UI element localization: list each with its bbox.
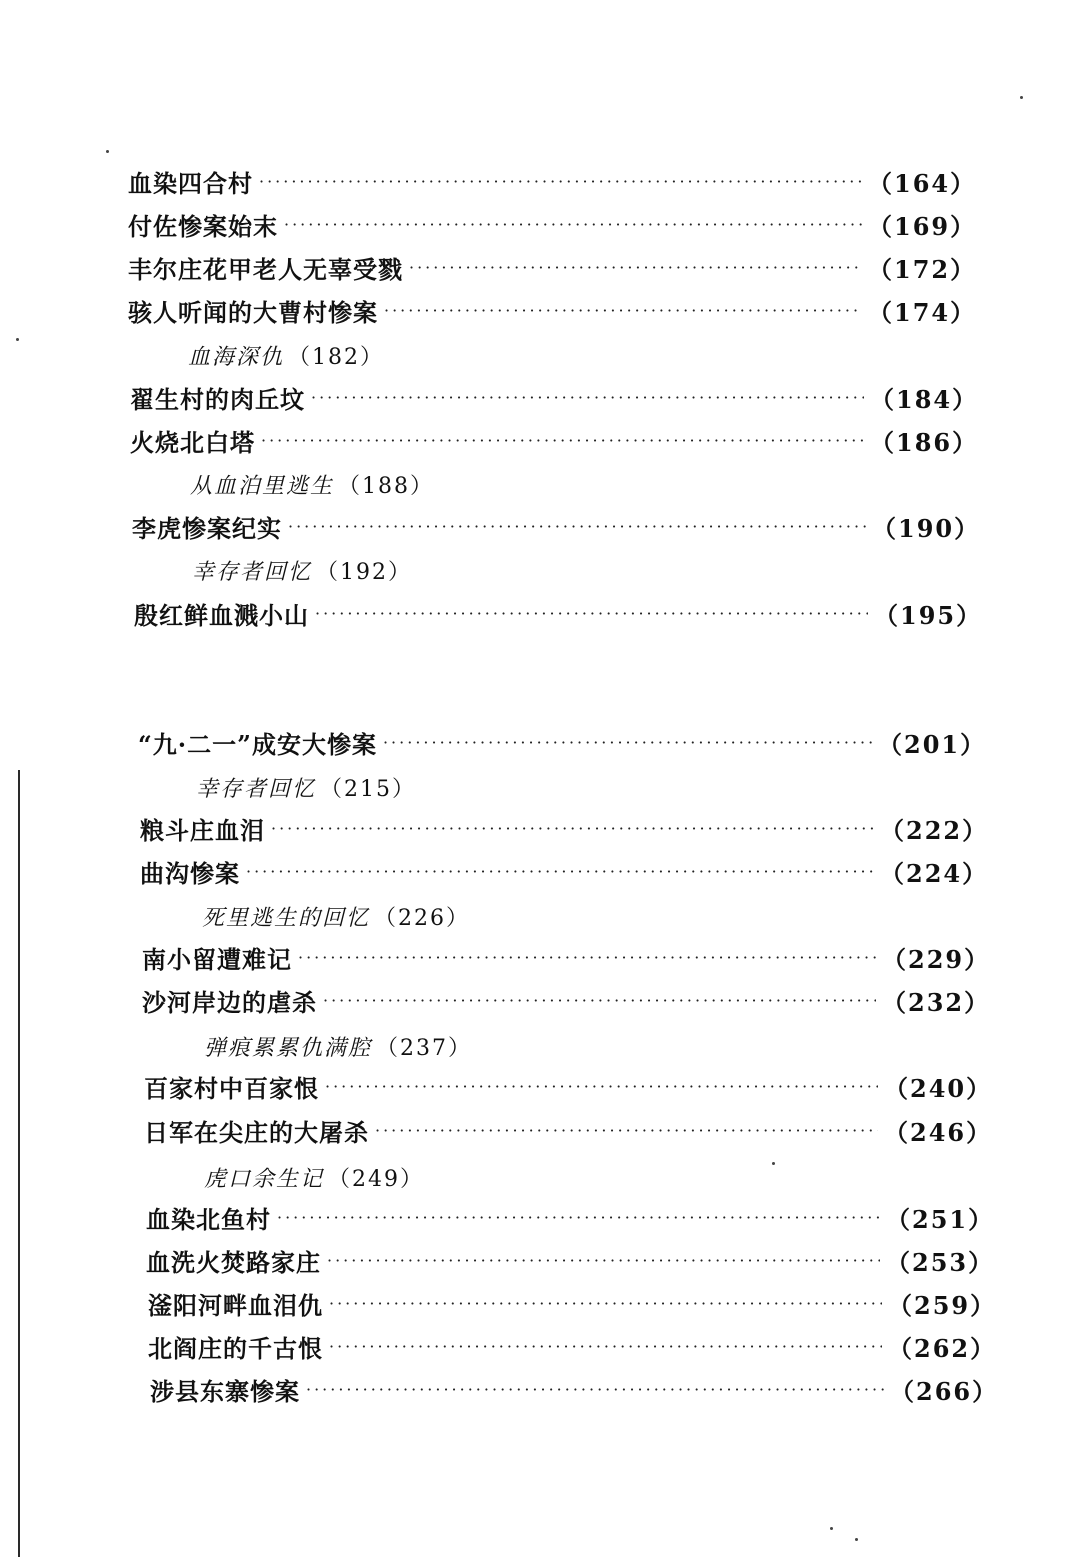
entry-title: 血染北鱼村: [146, 1204, 271, 1234]
toc-entry: [144, 1112, 993, 1148]
toc-entry: [144, 1068, 993, 1104]
subentry-page: （182）: [288, 344, 385, 370]
entry-page: （164）: [868, 168, 977, 198]
entry-title: 曲沟惨案: [140, 858, 240, 888]
dot-leader: [261, 431, 864, 450]
entry-page: （184）: [870, 384, 979, 414]
subentry-title: 幸存者回忆: [192, 559, 313, 585]
subentry-title: 幸存者回忆: [196, 776, 317, 802]
subentry-title: 从血泊里逃生: [190, 473, 335, 499]
subentry-title: 血海深仇: [188, 344, 285, 370]
entry-title: 日军在尖庄的大屠杀: [144, 1117, 369, 1147]
toc-subentry: [190, 467, 434, 501]
entry-page: （246）: [884, 1117, 993, 1147]
toc-entry: [138, 724, 987, 760]
dot-leader: [384, 301, 862, 320]
entry-page: （174）: [868, 297, 977, 327]
entry-title: 百家村中百家恨: [144, 1073, 319, 1103]
subentry-page: （215）: [320, 776, 417, 802]
entry-page: （253）: [886, 1247, 995, 1277]
entry-title: 滏阳河畔血泪仇: [148, 1290, 323, 1320]
toc-entry: [148, 1285, 997, 1321]
entry-page: （224）: [880, 858, 989, 888]
dot-leader: [288, 517, 866, 536]
dot-leader: [375, 1121, 878, 1140]
entry-page: （169）: [868, 211, 977, 241]
entry-page: （186）: [870, 427, 979, 457]
toc-subentry: [204, 1029, 472, 1063]
subentry-title: 死里逃生的回忆: [202, 905, 371, 931]
entry-page: （201）: [878, 729, 987, 759]
entry-title: 丰尔庄花甲老人无辜受戮: [128, 254, 403, 284]
toc-entry: [132, 508, 981, 544]
toc-subentry: [204, 1160, 424, 1194]
subentry-page: （188）: [338, 473, 435, 499]
entry-title: 骇人听闻的大曹村惨案: [128, 297, 378, 327]
dot-leader: [277, 1208, 880, 1227]
dot-leader: [329, 1294, 882, 1313]
dot-leader: [246, 862, 874, 881]
entry-title: “九·二一”成安大惨案: [138, 729, 377, 759]
entry-page: （232）: [882, 987, 991, 1017]
scan-speck: [772, 1162, 775, 1165]
dot-leader: [383, 733, 872, 752]
entry-title: 血洗火焚路家庄: [146, 1247, 321, 1277]
toc-entry: [130, 379, 979, 415]
dot-leader: [409, 258, 862, 277]
toc-entry: [130, 422, 979, 458]
toc-entry: [150, 1371, 999, 1407]
scan-speck: [830, 1527, 833, 1530]
subentry-title: 虎口余生记: [204, 1166, 325, 1192]
entry-page: （222）: [880, 815, 989, 845]
toc-entry: [146, 1242, 995, 1278]
dot-leader: [323, 991, 876, 1010]
entry-title: 粮斗庄血泪: [140, 815, 265, 845]
toc-entry: [142, 982, 991, 1018]
entry-title: 李虎惨案纪实: [132, 513, 282, 543]
entry-title: 火烧北白塔: [130, 427, 255, 457]
toc-entry: [128, 292, 977, 328]
dot-leader: [259, 172, 862, 191]
entry-title: 沙河岸边的虐杀: [142, 987, 317, 1017]
toc-entry: [146, 1199, 995, 1235]
entry-page: （229）: [882, 944, 991, 974]
toc-entry: [148, 1328, 997, 1364]
scan-speck: [16, 338, 19, 341]
dot-leader: [284, 215, 862, 234]
entry-page: （195）: [874, 600, 983, 630]
entry-page: （172）: [868, 254, 977, 284]
entry-page: （262）: [888, 1333, 997, 1363]
toc-entry: [142, 939, 991, 975]
scan-speck: [855, 1538, 858, 1541]
entry-page: （240）: [884, 1073, 993, 1103]
dot-leader: [315, 604, 868, 623]
entry-title: 付佐惨案始末: [128, 211, 278, 241]
toc-entry: [140, 853, 989, 889]
dot-leader: [306, 1380, 884, 1399]
entry-page: （190）: [872, 513, 981, 543]
subentry-page: （249）: [328, 1166, 425, 1192]
subentry-page: （237）: [376, 1035, 473, 1061]
entry-title: 涉县东寨惨案: [150, 1376, 300, 1406]
subentry-page: （192）: [316, 559, 413, 585]
toc-subentry: [192, 553, 412, 587]
scan-speck: [106, 150, 109, 153]
toc-entry: [134, 595, 983, 631]
entry-title: 殷红鲜血溅小山: [134, 600, 309, 630]
toc-subentry: [202, 899, 470, 933]
dot-leader: [325, 1077, 878, 1096]
toc-entry: [128, 206, 977, 242]
scan-speck: [1020, 96, 1023, 99]
entry-title: 北阎庄的千古恨: [148, 1333, 323, 1363]
entry-title: 南小留遭难记: [142, 944, 292, 974]
subentry-title: 弹痕累累仇满腔: [204, 1035, 373, 1061]
dot-leader: [327, 1251, 880, 1270]
entry-page: （266）: [890, 1376, 999, 1406]
toc-entry: [128, 249, 977, 285]
toc-subentry: [196, 770, 416, 804]
dot-leader: [271, 819, 874, 838]
dot-leader: [329, 1337, 882, 1356]
entry-title: 血染四合村: [128, 168, 253, 198]
entry-page: （251）: [886, 1204, 995, 1234]
toc-subentry: [188, 338, 384, 372]
toc-entry: [128, 163, 977, 199]
entry-page: （259）: [888, 1290, 997, 1320]
toc-entry: [140, 810, 989, 846]
subentry-page: （226）: [374, 905, 471, 931]
dot-leader: [298, 948, 876, 967]
dot-leader: [311, 388, 864, 407]
scan-margin-line: [18, 770, 20, 1557]
entry-title: 翟生村的肉丘坟: [130, 384, 305, 414]
